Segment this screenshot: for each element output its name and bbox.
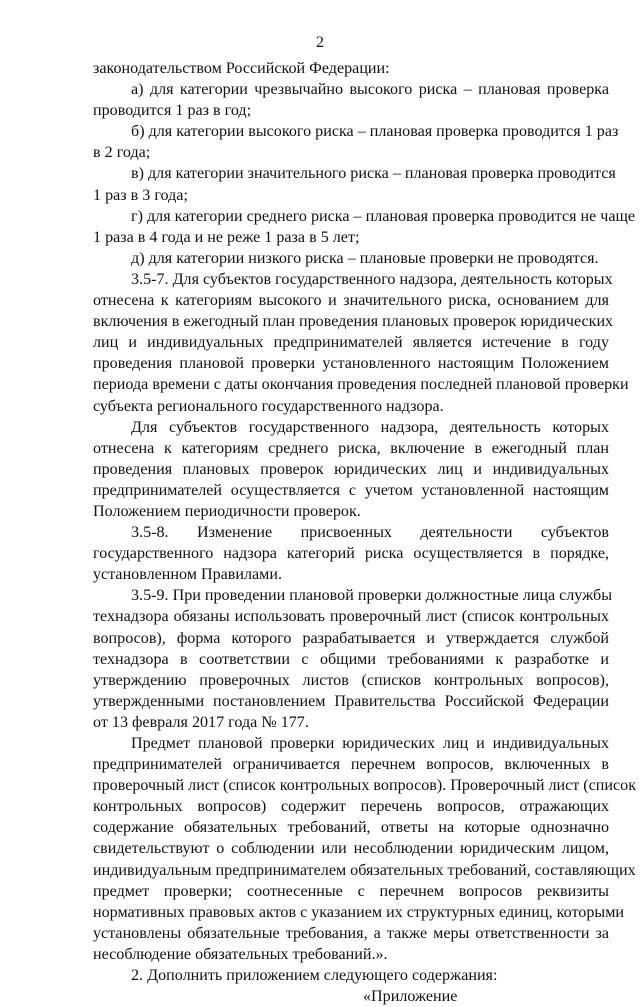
text-line: в 2 года;	[93, 144, 151, 162]
text-line: предпринимателей осуществляется с учетом установленной настоящим	[93, 481, 609, 499]
text-line: отнесена к категориям высокого и значительного риска, основанием для	[93, 292, 609, 310]
text-line: свидетельствуют о соблюдении или несоблюдении юридическим лицом,	[93, 840, 609, 858]
text-line: а) для категории чрезвычайно высокого риска – плановая проверка	[131, 81, 609, 99]
text-line: субъекта регионального государственного надзора.	[93, 397, 444, 415]
text-line: несоблюдение обязательных требований.».	[93, 945, 388, 963]
text-line: Для субъектов государственного надзора, деятельность которых	[131, 418, 609, 436]
text-line: содержание обязательных требований, ответы на которые однозначно	[93, 819, 609, 837]
text-line: предпринимателей ограничивается перечнем вопросов, включенных в	[93, 756, 609, 774]
text-line: «Приложение	[363, 988, 458, 1006]
text-line: 1 раз в 3 года;	[93, 186, 188, 204]
text-line: в) для категории значительного риска – плановая проверка проводится	[131, 165, 616, 183]
text-line: отнесена к категориям среднего риска, включение в ежегодный план	[93, 439, 609, 457]
text-line: 2. Дополнить приложением следующего содержания:	[131, 967, 498, 985]
text-line: 3.5-7. Для субъектов государственного надзора, деятельность которых	[131, 270, 613, 288]
text-line: проведения плановой проверки установленного настоящим Положением	[93, 355, 609, 373]
text-line: от 13 февраля 2017 года № 177.	[93, 713, 309, 731]
text-line: 1 раза в 4 года и не реже 1 раза в 5 лет;	[93, 228, 360, 246]
text-line: Положением периодичности проверок.	[93, 502, 361, 520]
text-line: вопросов), форма которого разрабатывается и утверждается службой	[93, 629, 609, 647]
text-line: лиц и индивидуальных предпринимателей является истечение в году	[93, 334, 609, 352]
text-line: государственного надзора категорий риска осуществляется в порядке,	[93, 545, 609, 563]
text-line: индивидуальным предпринимателем обязательных требований, составляющих	[93, 861, 636, 879]
text-line: включения в ежегодный план проведения плановых проверок юридических	[93, 313, 614, 331]
text-line: законодательством Российской Федерации:	[93, 60, 390, 77]
text-line: г) для категории среднего риска – плановая проверка проводится не чаще	[131, 207, 636, 225]
text-line: проводится 1 раз в год;	[93, 102, 252, 120]
text-line: Предмет плановой проверки юридических лиц и индивидуальных	[131, 735, 609, 752]
text-line: утверждению проверочных листов (списков контрольных вопросов),	[93, 671, 609, 689]
text-line: установлены обязательные требования, а также меры ответственности за	[93, 924, 609, 942]
text-line: технадзора в соответствии с общими требованиями к разработке и	[93, 650, 609, 668]
page-number: 2	[316, 34, 324, 51]
text-line: проверочный лист (список контрольных вопросов). Проверочный лист (список	[93, 777, 637, 795]
text-line: б) для категории высокого риска – плановая проверка проводится 1 раз	[131, 123, 619, 141]
text-line: технадзора обязаны использовать проверочный лист (список контрольных	[93, 608, 609, 626]
document-body	[93, 58, 637, 1007]
text-line: установленном Правилами.	[93, 566, 282, 584]
text-line: 3.5-8. Изменение присвоенных деятельности субъектов	[131, 524, 609, 542]
text-line: предмет проверки; соотнесенные с перечнем вопросов реквизиты	[93, 882, 609, 900]
text-line: периода времени с даты окончания проведения последней плановой проверки	[93, 376, 629, 394]
text-line: д) для категории низкого риска – плановые проверки не проводятся.	[131, 249, 599, 267]
text-line: нормативных правовых актов с указанием их структурных единиц, которыми	[93, 903, 625, 921]
text-line: утвержденными постановлением Правительства Российской Федерации	[93, 692, 609, 710]
text-line: проведения плановых проверок юридических лиц и индивидуальных	[93, 460, 609, 478]
text-line: 3.5-9. При проведении плановой проверки должностные лица службы	[131, 587, 613, 605]
text-line: контрольных вопросов) содержит перечень вопросов, отражающих	[93, 798, 609, 816]
